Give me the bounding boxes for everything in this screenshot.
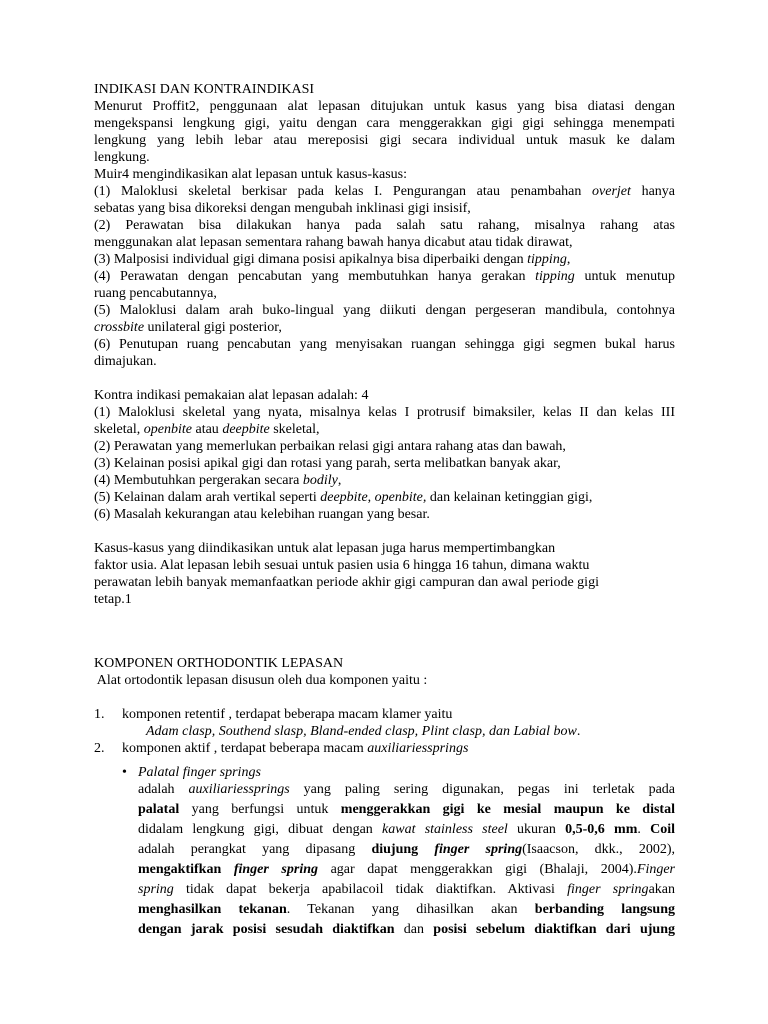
contra-5: (5) Kelainan dalam arah vertikal seperti deepbite, openbite, dan kelainan ketinggian gigi, xyxy=(94,490,593,505)
paragraph-line: mengekspansi lengkung gigi, yaitu dengan cara menggerakkan gigi gigi sehingga menempati xyxy=(94,116,675,131)
indication-2: (2) Perawatan bisa dilakukan hanya pada salah satu rahang, misalnya rahang atas xyxy=(94,218,675,233)
bullet-marker: • xyxy=(122,765,127,780)
spring-paragraph-line: adalah auxiliariessprings yang paling sering digunakan, pegas ini terletak pada xyxy=(138,782,676,797)
indication-1: (1) Maloklusi skeletal berkisar pada kelas I. Pengurangan atau penambahan overjet hanya xyxy=(94,184,675,199)
indication-4-cont: ruang pencabutannya, xyxy=(94,286,217,301)
indication-6: (6) Penutupan ruang pencabutan yang menyisakan ruangan sehingga gigi segmen bukal harus xyxy=(94,337,675,352)
paragraph-line: Menurut Proffit2, penggunaan alat lepasan ditujukan untuk kasus yang bisa diatasi dengan xyxy=(94,99,675,114)
paragraph-line: lengkung. xyxy=(94,150,150,165)
indication-5-cont: crossbite unilateral gigi posterior, xyxy=(94,320,282,335)
contra-lead: Kontra indikasi pemakaian alat lepasan adalah: 4 xyxy=(94,388,369,403)
contra-1: (1) Maloklusi skeletal yang nyata, misalnya kelas I protrusif bimaksiler, kelas II dan kelas III xyxy=(94,405,675,420)
age-paragraph-line: perawatan lebih banyak memanfaatkan periode akhir gigi campuran dan awal periode gigi xyxy=(94,575,599,590)
spring-paragraph-line: adalah perangkat yang dipasang diujung finger spring(Isaacson, dkk., 2002), xyxy=(138,842,676,857)
spring-paragraph-line: palatal yang berfungsi untuk menggerakkan gigi ke mesial maupun ke distal xyxy=(138,802,675,817)
age-paragraph-line: faktor usia. Alat lepasan lebih sesuai untuk pasien usia 6 hingga 16 tahun, dimana waktu xyxy=(94,558,590,573)
indication-4: (4) Perawatan dengan pencabutan yang membutuhkan hanya gerakan tipping untuk menutup xyxy=(94,269,675,284)
indication-3: (3) Malposisi individual gigi dimana posisi apikalnya bisa diperbaiki dengan tipping, xyxy=(94,252,571,267)
spring-paragraph-line: menghasilkan tekanan. Tekanan yang dihasilkan akan berbanding langsung xyxy=(138,902,675,917)
spring-paragraph-line: spring tidak dapat bekerja apabilacoil tidak diaktifkan. Aktivasi finger springakan xyxy=(138,882,675,897)
heading-komponen: KOMPONEN ORTHODONTIK LEPASAN xyxy=(94,656,344,671)
clasp-list: Adam clasp, Southend slasp, Bland-ended clasp, Plint clasp, dan Labial bow. xyxy=(146,724,581,739)
contra-2: (2) Perawatan yang memerlukan perbaikan relasi gigi antara rahang atas dan bawah, xyxy=(94,439,566,454)
contra-6: (6) Masalah kekurangan atau kelebihan ruangan yang besar. xyxy=(94,507,430,522)
contra-4: (4) Membutuhkan pergerakan secara bodily, xyxy=(94,473,342,488)
indication-2-cont: menggunakan alat lepasan sementara rahang bawah hanya dicabut atau tidak dirawat, xyxy=(94,235,573,250)
indication-1-cont: sebatas yang bisa dikoreksi dengan mengubah inklinasi gigi insisif, xyxy=(94,201,471,216)
list-number-2: 2. xyxy=(94,741,105,756)
spring-paragraph-line: didalam lengkung gigi, dibuat dengan kawat stainless steel ukuran 0,5-0,6 mm. Coil xyxy=(138,822,675,837)
spring-paragraph-line: dengan jarak posisi sesudah diaktifkan dan posisi sebelum diaktifkan dari ujung xyxy=(138,922,675,937)
contra-3: (3) Kelainan posisi apikal gigi dan rotasi yang parah, serta melibatkan banyak akar, xyxy=(94,456,561,471)
muir-line: Muir4 mengindikasikan alat lepasan untuk kasus-kasus: xyxy=(94,167,407,182)
indication-5: (5) Maloklusi dalam arah buko-lingual yang diikuti dengan pergeseran mandibula, contohnya xyxy=(94,303,675,318)
list-item-aktif: komponen aktif , terdapat beberapa macam auxiliariessprings xyxy=(122,741,469,756)
heading-indikasi: INDIKASI DAN KONTRAINDIKASI xyxy=(94,82,315,97)
age-paragraph-line: Kasus-kasus yang diindikasikan untuk alat lepasan juga harus mempertimbangkan xyxy=(94,541,556,556)
age-paragraph-line: tetap.1 xyxy=(94,592,132,607)
komponen-intro: Alat ortodontik lepasan disusun oleh dua komponen yaitu : xyxy=(94,673,428,688)
spring-paragraph-line: mengaktifkan finger spring agar dapat menggerakkan gigi (Bhalaji, 2004).Finger xyxy=(138,862,676,877)
list-item-retentif: komponen retentif , terdapat beberapa macam klamer yaitu xyxy=(122,707,453,722)
paragraph-line: lengkung yang lebih lebar atau mereposisi gigi secara individual untuk masuk ke dalam xyxy=(94,133,675,148)
contra-1-cont: skeletal, openbite atau deepbite skeletal, xyxy=(94,422,320,437)
bullet-title: Palatal finger springs xyxy=(138,765,261,780)
list-number-1: 1. xyxy=(94,707,105,722)
indication-6-cont: dimajukan. xyxy=(94,354,157,369)
